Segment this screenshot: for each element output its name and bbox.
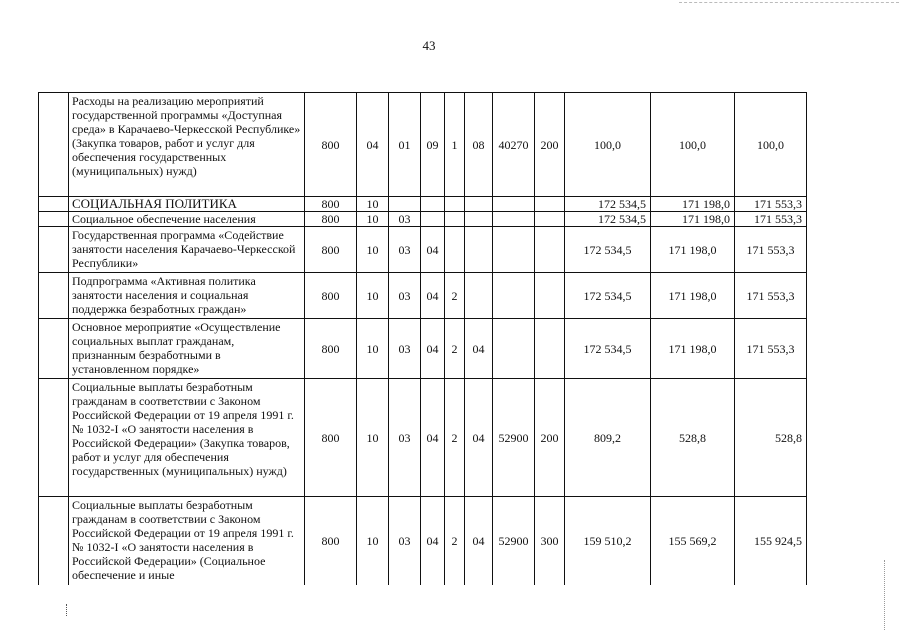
expense-type-cell bbox=[535, 273, 565, 319]
code-cell: 800 bbox=[305, 93, 357, 197]
event-cell: 04 bbox=[465, 379, 493, 497]
amount-3-cell: 171 553,3 bbox=[735, 227, 807, 273]
subsection-cell: 03 bbox=[389, 497, 421, 585]
event-cell bbox=[465, 212, 493, 227]
gutter-cell bbox=[39, 379, 69, 497]
program-cell bbox=[421, 212, 445, 227]
scan-mark bbox=[66, 604, 70, 616]
amount-1-cell: 159 510,2 bbox=[565, 497, 651, 585]
row-name: Основное мероприятие «Осуществление социальных выплат гражданам, признанным безработными в установленном порядке» bbox=[69, 319, 305, 379]
expense-type-cell: 300 bbox=[535, 497, 565, 585]
amount-2-cell: 171 198,0 bbox=[651, 273, 735, 319]
direction-cell bbox=[493, 227, 535, 273]
section-cell: 10 bbox=[357, 212, 389, 227]
direction-cell: 52900 bbox=[493, 497, 535, 585]
table-row bbox=[39, 212, 807, 227]
event-cell: 04 bbox=[465, 497, 493, 585]
amount-2-cell: 100,0 bbox=[651, 93, 735, 197]
table-row bbox=[39, 497, 807, 585]
section-cell: 10 bbox=[357, 497, 389, 585]
subprogram-cell bbox=[445, 227, 465, 273]
direction-cell bbox=[493, 212, 535, 227]
program-cell: 04 bbox=[421, 273, 445, 319]
page-number: 43 bbox=[422, 38, 436, 53]
event-cell bbox=[465, 197, 493, 212]
amount-2-cell: 171 198,0 bbox=[651, 227, 735, 273]
event-cell bbox=[465, 273, 493, 319]
direction-cell bbox=[493, 273, 535, 319]
section-cell: 10 bbox=[357, 273, 389, 319]
program-cell: 04 bbox=[421, 227, 445, 273]
amount-3-cell: 171 553,3 bbox=[735, 212, 807, 227]
gutter-cell bbox=[39, 93, 69, 197]
direction-cell bbox=[493, 197, 535, 212]
amount-1-cell: 172 534,5 bbox=[565, 212, 651, 227]
subprogram-cell bbox=[445, 197, 465, 212]
event-cell: 04 bbox=[465, 319, 493, 379]
table-row bbox=[39, 227, 807, 273]
section-cell: 10 bbox=[357, 319, 389, 379]
gutter-cell bbox=[39, 319, 69, 379]
program-cell: 04 bbox=[421, 379, 445, 497]
subprogram-cell: 2 bbox=[445, 497, 465, 585]
table-row bbox=[39, 93, 807, 197]
gutter-cell bbox=[39, 197, 69, 212]
code-cell: 800 bbox=[305, 212, 357, 227]
expense-type-cell bbox=[535, 319, 565, 379]
section-cell: 10 bbox=[357, 379, 389, 497]
amount-2-cell: 171 198,0 bbox=[651, 197, 735, 212]
amount-2-cell: 171 198,0 bbox=[651, 212, 735, 227]
program-cell bbox=[421, 197, 445, 212]
amount-3-cell: 100,0 bbox=[735, 93, 807, 197]
code-cell: 800 bbox=[305, 379, 357, 497]
section-cell: 10 bbox=[357, 227, 389, 273]
section-cell: 10 bbox=[357, 197, 389, 212]
direction-cell: 52900 bbox=[493, 379, 535, 497]
subsection-cell: 03 bbox=[389, 212, 421, 227]
amount-2-cell: 155 569,2 bbox=[651, 497, 735, 585]
amount-3-cell: 155 924,5 bbox=[735, 497, 807, 585]
table-row bbox=[39, 319, 807, 379]
program-cell: 04 bbox=[421, 497, 445, 585]
row-name: Государственная программа «Содействие занятости населения Карачаево-Черкесской Республики» bbox=[69, 227, 305, 273]
gutter-cell bbox=[39, 212, 69, 227]
gutter-cell bbox=[39, 273, 69, 319]
table-row bbox=[39, 197, 807, 212]
scan-edge-mark bbox=[880, 560, 885, 630]
row-name: Социальные выплаты безработным гражданам в соответствии с Законом Российской Федерации от 19 апреля 1991 г. № 1032-I «О занятости населения в Российской Федерации» (Закупка товаров, работ и услуг для обеспечения государственных (муниципальных) нужд) bbox=[69, 379, 305, 497]
row-name: Социальное обеспечение населения bbox=[69, 212, 305, 227]
amount-1-cell: 100,0 bbox=[565, 93, 651, 197]
program-cell: 04 bbox=[421, 319, 445, 379]
subsection-cell bbox=[389, 197, 421, 212]
subprogram-cell: 2 bbox=[445, 379, 465, 497]
amount-3-cell: 171 553,3 bbox=[735, 197, 807, 212]
amount-1-cell: 172 534,5 bbox=[565, 227, 651, 273]
subprogram-cell bbox=[445, 212, 465, 227]
event-cell bbox=[465, 227, 493, 273]
amount-1-cell: 172 534,5 bbox=[565, 197, 651, 212]
gutter-cell bbox=[39, 227, 69, 273]
code-cell: 800 bbox=[305, 227, 357, 273]
amount-2-cell: 171 198,0 bbox=[651, 319, 735, 379]
program-cell: 09 bbox=[421, 93, 445, 197]
amount-3-cell: 528,8 bbox=[735, 379, 807, 497]
code-cell: 800 bbox=[305, 497, 357, 585]
table-row bbox=[39, 273, 807, 319]
expense-type-cell bbox=[535, 212, 565, 227]
row-name: Расходы на реализацию мероприятий государственной программы «Доступная среда» в Карачаево-Черкесской Республике» (Закупка товаров, работ и услуг для обеспечения государственных (муниципальных) нужд) bbox=[69, 93, 305, 197]
expense-type-cell: 200 bbox=[535, 379, 565, 497]
expense-type-cell bbox=[535, 197, 565, 212]
subsection-cell: 01 bbox=[389, 93, 421, 197]
table-row bbox=[39, 379, 807, 497]
budget-table bbox=[38, 92, 807, 585]
gutter-cell bbox=[39, 497, 69, 585]
row-name: Подпрограмма «Активная политика занятости населения и социальная поддержка безработных граждан» bbox=[69, 273, 305, 319]
subprogram-cell: 2 bbox=[445, 273, 465, 319]
subsection-cell: 03 bbox=[389, 273, 421, 319]
expense-type-cell bbox=[535, 227, 565, 273]
direction-cell bbox=[493, 319, 535, 379]
code-cell: 800 bbox=[305, 197, 357, 212]
amount-3-cell: 171 553,3 bbox=[735, 319, 807, 379]
subsection-cell: 03 bbox=[389, 379, 421, 497]
subsection-cell: 03 bbox=[389, 319, 421, 379]
event-cell: 08 bbox=[465, 93, 493, 197]
amount-2-cell: 528,8 bbox=[651, 379, 735, 497]
expense-type-cell: 200 bbox=[535, 93, 565, 197]
section-cell: 04 bbox=[357, 93, 389, 197]
code-cell: 800 bbox=[305, 273, 357, 319]
scan-top-rule bbox=[679, 2, 899, 3]
subprogram-cell: 1 bbox=[445, 93, 465, 197]
amount-1-cell: 809,2 bbox=[565, 379, 651, 497]
row-name: Социальные выплаты безработным гражданам в соответствии с Законом Российской Федерации от 19 апреля 1991 г. № 1032-I «О занятости населения в Российской Федерации» (Социальное обеспечение и иные bbox=[69, 497, 305, 585]
amount-3-cell: 171 553,3 bbox=[735, 273, 807, 319]
row-name: СОЦИАЛЬНАЯ ПОЛИТИКА bbox=[69, 197, 305, 212]
subprogram-cell: 2 bbox=[445, 319, 465, 379]
amount-1-cell: 172 534,5 bbox=[565, 273, 651, 319]
subsection-cell: 03 bbox=[389, 227, 421, 273]
amount-1-cell: 172 534,5 bbox=[565, 319, 651, 379]
direction-cell: 40270 bbox=[493, 93, 535, 197]
code-cell: 800 bbox=[305, 319, 357, 379]
